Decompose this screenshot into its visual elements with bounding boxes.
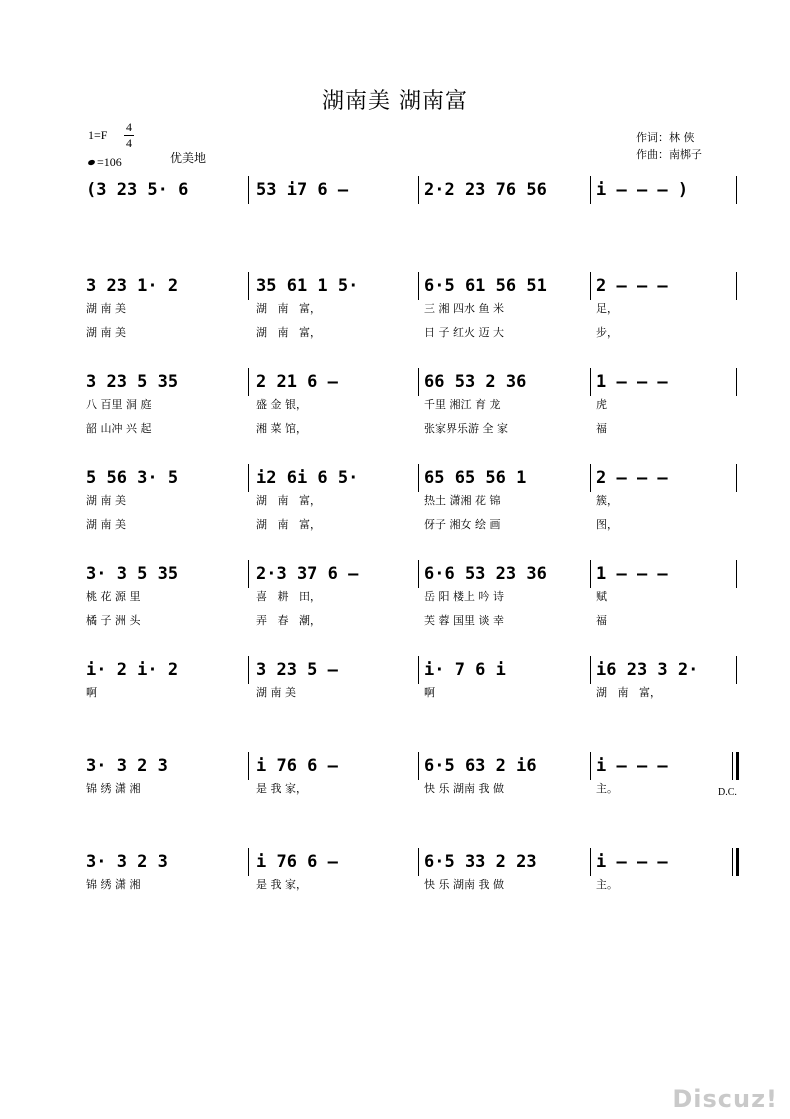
measure-1-1: (3 23 5· 6 bbox=[86, 180, 189, 200]
lyric-6-1-1: 啊 bbox=[86, 686, 97, 699]
lyricist-credit: 作词：林 俠 bbox=[636, 131, 695, 144]
lyric-4-1-3: 热土 潇湘 花 锦 bbox=[424, 494, 501, 507]
time-signature-bottom: 4 bbox=[126, 136, 132, 150]
final-barline bbox=[736, 848, 739, 876]
barline bbox=[590, 560, 591, 588]
measure-6-1: i· 2 i· 2 bbox=[86, 660, 179, 680]
lyric-8-1-2: 是 我 家， bbox=[256, 878, 307, 891]
lyric-5-1-3: 岳 阳 楼上 吟 诗 bbox=[424, 590, 504, 603]
page-title: 湖南美 湖南富 bbox=[322, 89, 468, 114]
measure-5-3: 6·6 53 23 36 bbox=[424, 564, 547, 584]
measure-6-4: i6 23 3 2· bbox=[596, 660, 699, 680]
lyric-5-2-2: 弄 春 潮， bbox=[256, 614, 321, 627]
measure-7-2: i 76 6 – bbox=[256, 756, 338, 776]
barline bbox=[590, 752, 591, 780]
measure-7-4: i – – – bbox=[596, 756, 668, 776]
lyric-8-1-4: 主。 bbox=[596, 878, 618, 891]
lyric-2-2-1: 湖 南 美 bbox=[86, 326, 126, 339]
barline bbox=[248, 752, 249, 780]
measure-3-4: 1 – – – bbox=[596, 372, 668, 392]
lyric-4-1-2: 湖 南 富， bbox=[256, 494, 321, 507]
measure-2-2: 35 61 1 5· bbox=[256, 276, 359, 296]
measure-8-4: i – – – bbox=[596, 852, 668, 872]
measure-6-3: i· 7 6 i bbox=[424, 660, 506, 680]
lyric-2-1-2: 湖 南 富， bbox=[256, 302, 321, 315]
measure-4-4: 2 – – – bbox=[596, 468, 668, 488]
measure-2-3: 6·5 61 56 51 bbox=[424, 276, 547, 296]
barline bbox=[248, 560, 249, 588]
barline bbox=[590, 176, 591, 204]
lyric-8-1-1: 锦 绣 潇 湘 bbox=[86, 878, 141, 891]
lyric-6-1-4: 湖 南 富， bbox=[596, 686, 661, 699]
lyric-3-1-1: 八 百里 洞 庭 bbox=[86, 398, 152, 411]
measure-5-4: 1 – – – bbox=[596, 564, 668, 584]
lyric-7-1-2: 是 我 家， bbox=[256, 782, 307, 795]
barline bbox=[418, 176, 419, 204]
measure-3-2: 2 21 6 – bbox=[256, 372, 338, 392]
barline bbox=[590, 464, 591, 492]
measure-2-4: 2 – – – bbox=[596, 276, 668, 296]
lyric-6-1-2: 湖 南 美 bbox=[256, 686, 296, 699]
lyric-5-2-3: 芙 蓉 国里 谈 幸 bbox=[424, 614, 504, 627]
barline bbox=[736, 368, 737, 396]
discuz-watermark: Discuz! bbox=[672, 1085, 778, 1113]
lyric-3-1-3: 千里 湘江 育 龙 bbox=[424, 398, 501, 411]
barline bbox=[736, 560, 737, 588]
key-signature: 1=F bbox=[88, 128, 108, 142]
lyric-2-2-3: 日 子 红火 迈 大 bbox=[424, 326, 504, 339]
final-barline-thin bbox=[732, 848, 733, 876]
dc-mark: D.C. bbox=[718, 787, 737, 798]
measure-4-3: 65 65 56 1 bbox=[424, 468, 527, 488]
barline bbox=[418, 464, 419, 492]
barline bbox=[736, 176, 737, 204]
lyric-2-1-3: 三 湘 四水 鱼 米 bbox=[424, 302, 504, 315]
barline bbox=[248, 464, 249, 492]
barline bbox=[590, 848, 591, 876]
lyric-5-1-2: 喜 耕 田， bbox=[256, 590, 321, 603]
tempo-value: =106 bbox=[97, 155, 122, 169]
lyric-2-2-4: 步， bbox=[596, 326, 618, 339]
quarter-note-icon bbox=[87, 159, 95, 166]
barline bbox=[736, 464, 737, 492]
measure-7-3: 6·5 63 2 i6 bbox=[424, 756, 537, 776]
lyric-5-1-4: 赋 bbox=[596, 590, 607, 603]
barline bbox=[418, 560, 419, 588]
measure-8-1: 3· 3 2 3 bbox=[86, 852, 168, 872]
measure-8-2: i 76 6 – bbox=[256, 852, 338, 872]
lyric-2-1-1: 湖 南 美 bbox=[86, 302, 126, 315]
barline bbox=[736, 656, 737, 684]
barline bbox=[590, 368, 591, 396]
barline bbox=[736, 272, 737, 300]
barline bbox=[590, 272, 591, 300]
expression-mark: 优美地 bbox=[170, 151, 207, 165]
measure-1-4: i – – – ) bbox=[596, 180, 689, 200]
barline bbox=[248, 272, 249, 300]
measure-3-3: 66 53 2 36 bbox=[424, 372, 527, 392]
lyric-2-2-2: 湖 南 富， bbox=[256, 326, 321, 339]
lyric-3-1-4: 虎 bbox=[596, 398, 607, 411]
time-signature-top: 4 bbox=[126, 120, 132, 134]
lyric-4-2-3: 伢子 湘女 绘 画 bbox=[424, 518, 501, 531]
measure-6-2: 3 23 5 – bbox=[256, 660, 338, 680]
lyric-4-2-4: 图， bbox=[596, 518, 618, 531]
lyric-7-1-3: 快 乐 湖南 我 做 bbox=[424, 782, 504, 795]
lyric-4-1-1: 湖 南 美 bbox=[86, 494, 126, 507]
lyric-6-1-3: 啊 bbox=[424, 686, 435, 699]
barline bbox=[418, 656, 419, 684]
final-barline bbox=[736, 752, 739, 780]
lyric-2-1-4: 足， bbox=[596, 302, 618, 315]
final-barline-thin bbox=[732, 752, 733, 780]
measure-2-1: 3 23 1· 2 bbox=[86, 276, 179, 296]
lyric-4-2-1: 湖 南 美 bbox=[86, 518, 126, 531]
measure-4-1: 5 56 3· 5 bbox=[86, 468, 179, 488]
barline bbox=[418, 368, 419, 396]
barline bbox=[248, 656, 249, 684]
barline bbox=[248, 176, 249, 204]
lyric-5-1-1: 桃 花 源 里 bbox=[86, 590, 141, 603]
lyric-3-1-2: 盛 金 银， bbox=[256, 398, 307, 411]
lyric-3-2-2: 湘 菜 馆， bbox=[256, 422, 307, 435]
barline bbox=[248, 848, 249, 876]
lyric-3-2-4: 福 bbox=[596, 422, 607, 435]
lyric-4-2-2: 湖 南 富， bbox=[256, 518, 321, 531]
measure-3-1: 3 23 5 35 bbox=[86, 372, 179, 392]
barline bbox=[590, 656, 591, 684]
lyric-5-2-1: 橘 子 洲 头 bbox=[86, 614, 141, 627]
lyric-5-2-4: 福 bbox=[596, 614, 607, 627]
lyric-8-1-3: 快 乐 湖南 我 做 bbox=[424, 878, 504, 891]
barline bbox=[418, 848, 419, 876]
time-signature bbox=[123, 120, 135, 151]
measure-4-2: i2 6i 6 5· bbox=[256, 468, 359, 488]
tempo-mark bbox=[88, 155, 122, 170]
lyric-4-1-4: 簇， bbox=[596, 494, 618, 507]
lyric-7-1-4: 主。 bbox=[596, 782, 618, 795]
lyric-7-1-1: 锦 绣 潇 湘 bbox=[86, 782, 141, 795]
composer-credit: 作曲：南梆子 bbox=[636, 148, 702, 161]
measure-5-2: 2·3 37 6 – bbox=[256, 564, 359, 584]
barline bbox=[248, 368, 249, 396]
lyric-3-2-1: 韶 山冲 兴 起 bbox=[86, 422, 152, 435]
measure-7-1: 3· 3 2 3 bbox=[86, 756, 168, 776]
measure-8-3: 6·5 33 2 23 bbox=[424, 852, 537, 872]
barline bbox=[418, 272, 419, 300]
lyric-3-2-3: 张家界乐游 全 家 bbox=[424, 422, 508, 435]
measure-1-2: 53 i7 6 – bbox=[256, 180, 349, 200]
measure-1-3: 2·2 23 76 56 bbox=[424, 180, 547, 200]
measure-5-1: 3· 3 5 35 bbox=[86, 564, 179, 584]
barline bbox=[418, 752, 419, 780]
